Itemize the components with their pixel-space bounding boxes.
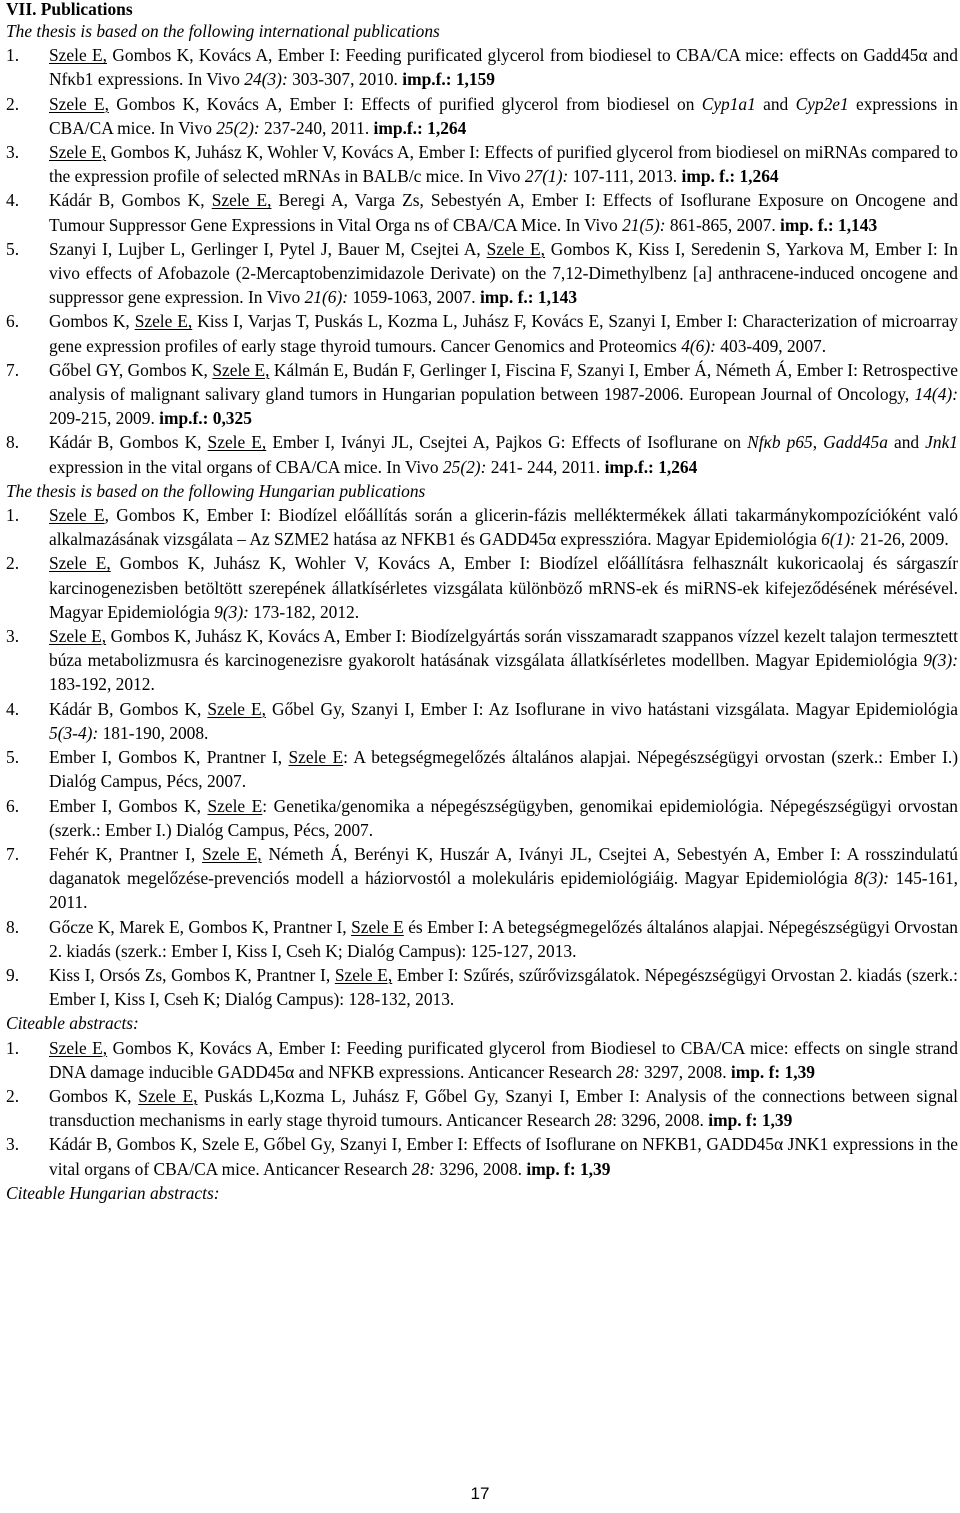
publication-groups — [6, 19, 958, 1205]
entry-number: 5. — [6, 747, 20, 768]
citation-segment: Kádár B, Gombos K, — [49, 190, 212, 211]
citation-text — [49, 92, 958, 140]
author-highlight: Szele E, — [49, 93, 109, 114]
publication-entry — [6, 1036, 958, 1084]
volume-issue: Jnk1 — [925, 432, 958, 453]
citation-segment: Ember I, Gombos K, — [49, 795, 208, 816]
volume-issue: 9(3): — [214, 601, 249, 622]
author-highlight: Szele E, — [49, 142, 107, 163]
publication-entry — [6, 842, 958, 915]
citation-text — [49, 503, 958, 551]
document-page — [6, 0, 958, 1205]
author-highlight: Szele E, — [134, 311, 193, 332]
impact-factor: imp.f.: 1,159 — [402, 69, 495, 90]
entry-number: 6. — [6, 795, 20, 816]
publication-entry — [6, 430, 958, 478]
citation-text — [49, 237, 958, 310]
volume-issue: 28: — [616, 1061, 640, 1082]
entry-number: 1. — [6, 45, 20, 66]
citation-segment: Kádár B, Gombos K, Szele E, Gőbel Gy, Szanyi I, Ember I: Effects of Isoflurane on NFKB1, GADD45α JNK1 expressions in the vital organs of CBA/CA mice. Anticancer Research — [49, 1134, 958, 1179]
publication-entry — [6, 237, 958, 310]
impact-factor: imp. f.: 1,264 — [681, 166, 779, 187]
impact-factor: imp.f.: 0,325 — [159, 408, 252, 429]
citation-text — [49, 1036, 958, 1084]
citation-segment: Gombos K, Juhász K, Wohler V, Kovács A, Ember I: Effects of purified glycerol from biodiesel on miRNAs compared to the expression profile of selected mRNAs in BALB/c mice. In Vivo — [49, 142, 958, 187]
citation-segment: Puskás L,Kozma L, Juhász F, Gőbel Gy, Szanyi I, Ember I: Analysis of the connections between signal transduction mechanisms in early stage thyroid tumours. Anticancer Research — [49, 1085, 959, 1131]
author-highlight: Szele E, — [486, 238, 546, 259]
author-highlight: Szele E, — [207, 698, 266, 719]
impact-factor: imp. f: 1,39 — [526, 1158, 611, 1179]
volume-issue: 24(3): — [244, 69, 288, 90]
entry-number: 3. — [6, 142, 20, 163]
entry-number: 3. — [6, 1134, 20, 1155]
author-highlight: Szele E, — [49, 626, 107, 647]
entry-number: 7. — [6, 359, 20, 380]
volume-issue: 5(3-4): — [49, 722, 99, 743]
citation-segment: Gombos K, — [49, 1085, 139, 1106]
group-heading: Citeable Hungarian abstracts: — [6, 1182, 220, 1203]
author-highlight: Szele E, — [212, 359, 270, 380]
author-highlight: Szele E, — [49, 553, 111, 574]
citation-segment: Ember I: Szűrés, szűrővizsgálatok. Népegészségügyi Orvostan 2. kiadás (szerk.: Ember I, Kiss I, Cseh K; Dialóg Campus): 128-132, 2013. — [49, 964, 958, 1010]
author-highlight: Szele E — [207, 795, 263, 816]
entry-number: 1. — [6, 505, 20, 526]
entry-number: 5. — [6, 238, 20, 259]
publication-group — [6, 1011, 958, 1180]
author-highlight: Szele E, — [49, 45, 107, 66]
citation-text — [49, 358, 958, 431]
citation-segment: Gombos K, Kovács A, Ember I: Feeding purificated glycerol from biodiesel to CBA/CA mice: effects on Gadd45α and Nfκb1 expressions. In Vivo — [49, 45, 958, 90]
publication-entry — [6, 503, 958, 551]
citation-text — [49, 963, 958, 1011]
publication-group — [6, 19, 958, 479]
citation-segment: Gombos K, Juhász K, Wohler V, Kovács A, Ember I: Biodízel előállításra felhasznált kukoricaolaj és sárgaszír karcinogenezisben betöltött szerepének állatkísérletes vizsgálata különböző mRNS-ek és miRNS-ek kifejeződésének mérésével. Magyar Epidemiológia — [49, 553, 958, 622]
citation-segment: 861-865, 2007. — [665, 214, 781, 235]
citation-segment: Beregi A, Varga Zs, Sebestyén A, Ember I: Effects of Isoflurane Exposure on Oncogene and Tumour Suppressor Gene Expressions in Vital Orga ns of CBA/CA Mice. In Vivo — [49, 190, 958, 235]
author-highlight: Szele E, — [207, 432, 267, 453]
citation-segment: 1059-1063, 2007. — [348, 287, 480, 308]
volume-issue: 21(6): — [304, 287, 349, 308]
citation-segment: Ember I, Gombos K, Prantner I, — [49, 747, 289, 768]
volume-issue: Cyp2e1 — [795, 93, 849, 114]
group-heading: The thesis is based on the following international publications — [6, 21, 440, 41]
entry-number: 9. — [6, 964, 20, 985]
publication-entry — [6, 1084, 958, 1132]
citation-segment: 3297, 2008. — [639, 1061, 731, 1082]
volume-issue: 27(1): — [524, 166, 569, 187]
author-highlight: Szele E — [288, 747, 344, 768]
publication-entry — [6, 43, 958, 91]
publication-entry — [6, 92, 958, 140]
author-highlight: Szele E — [351, 916, 404, 937]
citation-text — [49, 624, 958, 697]
citation-segment: Gőcze K, Marek E, Gombos K, Prantner I, — [49, 916, 352, 937]
citation-text — [49, 697, 958, 745]
publication-entry — [6, 140, 958, 188]
citation-segment: Gombos K, Juhász K, Kovács A, Ember I: Biodízelgyártás során visszamaradt szappanos vízzel kezelt talajon termesztett búza metabolizmusra és karcinogenezisre gyakorolt hatásának vizsgálata állatkísérletes modellben. Magyar Epidemiológia — [49, 626, 959, 671]
publication-group — [6, 1181, 958, 1205]
publication-entry — [6, 309, 958, 357]
entry-number: 2. — [6, 93, 20, 114]
citation-segment: : Genetika/genomika a népegészségügyben, genomikai epidemiológia. Népegészségügyi orvostan (szerk.: Ember I.) Dialóg Campus, Pécs, 2007. — [49, 795, 958, 840]
publication-entry — [6, 745, 958, 793]
citation-segment: 209-215, 2009. — [49, 408, 160, 429]
citation-segment: Kálmán E, Budán F, Gerlinger I, Fiscina F, Szanyi I, Ember Á, Németh Á, Ember I: Retrospective analysis of malignant salivary gland tumors in Hungarian population between 1987-2006. European Journal of Oncology, — [49, 359, 958, 405]
citation-segment: 241- 244, 2011. — [486, 456, 605, 477]
volume-issue: Cyp1a1 — [701, 93, 756, 114]
volume-issue: 25(2): — [216, 117, 260, 138]
publication-entry — [6, 188, 958, 236]
citation-segment: 403-409, 2007. — [715, 335, 827, 356]
volume-issue: Gadd45a — [823, 432, 888, 453]
citation-segment: 3296, 2008. — [435, 1158, 527, 1179]
citation-segment: and — [887, 432, 926, 453]
volume-issue: 14(4): — [914, 384, 958, 405]
impact-factor: imp. f.: 1,143 — [479, 287, 578, 308]
impact-factor: imp.f.: 1,264 — [604, 456, 698, 477]
author-highlight: Szele E, — [49, 1037, 108, 1058]
publication-entry — [6, 963, 958, 1011]
citation-text — [49, 1132, 958, 1180]
citation-text — [49, 309, 958, 357]
volume-issue: 25(2): — [442, 456, 487, 477]
volume-issue: 9(3): — [923, 650, 958, 671]
entry-number: 3. — [6, 626, 20, 647]
volume-issue: Nfκb p65 — [747, 432, 813, 453]
citation-segment: Gőbel Gy, Szanyi I, Ember I: Az Isoflurane in vivo hatástani vizsgálata. Magyar Epidemiológia — [265, 698, 958, 719]
publication-group — [6, 479, 958, 1011]
citation-segment: Gombos K, Kovács A, Ember I: Effects of purified glycerol from biodiesel on — [108, 93, 702, 114]
citation-segment: Kiss I, Orsós Zs, Gombos K, Prantner I, — [49, 964, 335, 985]
publication-entry — [6, 1132, 958, 1180]
citation-text — [49, 915, 958, 963]
citation-segment: expression in the vital organs of CBA/CA mice. In Vivo — [49, 456, 443, 477]
author-highlight: Szele E, — [211, 190, 272, 211]
volume-issue: 8(3): — [854, 868, 890, 889]
volume-issue: 28: — [411, 1158, 436, 1179]
author-highlight: Szele E — [49, 505, 105, 526]
citation-segment: : 3296, 2008. — [612, 1110, 709, 1131]
author-highlight: Szele E, — [202, 843, 262, 864]
citation-text — [49, 745, 958, 793]
citation-segment: Kádár B, Gombos K, — [49, 432, 208, 453]
citation-segment: és Ember I: A betegségmegelőzés általános alapjai. Népegészségügyi Orvostan 2. kiadás (szerk.: Ember I, Kiss I, Cseh K; Dialóg Campus): 125-127, 2013. — [49, 916, 958, 961]
citation-segment: 183-192, 2012. — [49, 674, 155, 695]
entry-number: 2. — [6, 1085, 20, 1106]
publication-entry — [6, 794, 958, 842]
citation-segment: , Gombos K, Ember I: Biodízel előállítás során a glicerin-fázis melléktermékek állati takarmánykompozícióként való alkalmazásának vizsgálata – Az SZME2 hatása az NFKB1 és GADD45α expresszióra. Magyar Epidemiológia — [49, 505, 958, 550]
publication-entry — [6, 624, 958, 697]
entry-number: 8. — [6, 432, 20, 453]
citation-segment: Kádár B, Gombos K, — [49, 698, 208, 719]
volume-issue: 28 — [594, 1110, 613, 1131]
author-highlight: Szele E, — [138, 1085, 198, 1106]
citation-segment: Gombos K, Kiss I, Seredenin S, Yarkova M, Ember I: In vivo effects of Afobazole (2-Mercaptobenzimidazole Derivate) on the 7,12-Dimethylbenz [a] anthracene-induced oncogene and suppressor gene expression. In Vivo — [49, 238, 959, 308]
citation-segment: Németh Á, Berényi K, Huszár A, Iványi JL, Csejtei A, Sebestyén A, Ember I: A rosszindulatú daganatok megelőzése-prevenciós modell a háziorvostól a molekuláris epidemiológiáig. Magyar Epidemiológia — [49, 843, 958, 889]
citation-text — [49, 140, 958, 188]
citation-segment: Gőbel GY, Gombos K, — [49, 359, 213, 380]
citation-text — [49, 551, 958, 624]
citation-segment: 237-240, 2011. — [259, 117, 374, 138]
group-heading: Citeable abstracts: — [6, 1013, 139, 1034]
citation-text — [49, 43, 958, 91]
publication-entry — [6, 358, 958, 431]
impact-factor: imp.f.: 1,264 — [373, 117, 467, 138]
entry-number: 6. — [6, 311, 20, 332]
entry-number: 4. — [6, 190, 20, 211]
section-title: VII. Publications — [6, 0, 133, 19]
impact-factor: imp. f.: 1,143 — [780, 214, 878, 235]
volume-issue: 4(6): — [681, 335, 716, 356]
citation-segment: 107-111, 2013. — [568, 166, 682, 187]
citation-segment: 303-307, 2010. — [287, 69, 403, 90]
citation-segment: 181-190, 2008. — [98, 722, 209, 743]
citation-text — [49, 188, 958, 236]
page-number: 17 — [470, 1484, 490, 1503]
citation-text — [49, 430, 958, 478]
citation-segment: Gombos K, — [49, 311, 135, 332]
citation-text — [49, 842, 958, 915]
citation-segment: 173-182, 2012. — [248, 601, 360, 622]
entry-number: 2. — [6, 553, 20, 574]
author-highlight: Szele E, — [334, 964, 393, 985]
entry-number: 8. — [6, 916, 20, 937]
publication-entry — [6, 915, 958, 963]
group-heading: The thesis is based on the following Hungarian publications — [6, 480, 426, 501]
citation-segment: : A betegségmegelőzés általános alapjai. Népegészségügyi orvostan (szerk.: Ember I.) Dialóg Campus, Pécs, 2007. — [49, 747, 958, 792]
citation-segment: 145-161, 2011. — [49, 868, 958, 913]
citation-segment: Kiss I, Varjas T, Puskás L, Kozma L, Juhász F, Kovács E, Szanyi I, Ember I: Characterization of microarray gene expression profiles of early stage thyroid tumours. Cancer Genomics and Proteomics — [49, 311, 958, 356]
citation-segment: and — [755, 93, 796, 114]
impact-factor: imp. f: 1,39 — [708, 1110, 793, 1131]
citation-text — [49, 1084, 958, 1132]
entry-number: 4. — [6, 698, 20, 719]
impact-factor: imp. f: 1,39 — [730, 1061, 815, 1082]
entry-number: 7. — [6, 843, 20, 864]
citation-segment: Fehér K, Prantner I, — [49, 843, 203, 864]
citation-segment: Ember I, Iványi JL, Csejtei A, Pajkos G: Effects of Isoflurane on — [266, 432, 748, 453]
citation-segment: Gombos K, Kovács A, Ember I: Feeding purificated glycerol from Biodiesel to CBA/CA mice: effects on single strand DNA damage inducible GADD45α and NFKB expressions. Anticancer Research — [49, 1037, 958, 1082]
publication-entry — [6, 551, 958, 624]
volume-issue: 6(1): — [821, 529, 856, 550]
citation-segment: 21-26, 2009. — [855, 529, 949, 550]
publication-entry — [6, 697, 958, 745]
volume-issue: 21(5): — [622, 214, 666, 235]
citation-segment: Szanyi I, Lujber L, Gerlinger I, Pytel J, Bauer M, Csejtei A, — [49, 238, 487, 259]
entry-number: 1. — [6, 1037, 20, 1058]
citation-segment: , — [812, 432, 824, 453]
citation-segment: expressions in CBA/CA mice. In Vivo — [49, 93, 959, 138]
citation-text — [49, 794, 958, 842]
